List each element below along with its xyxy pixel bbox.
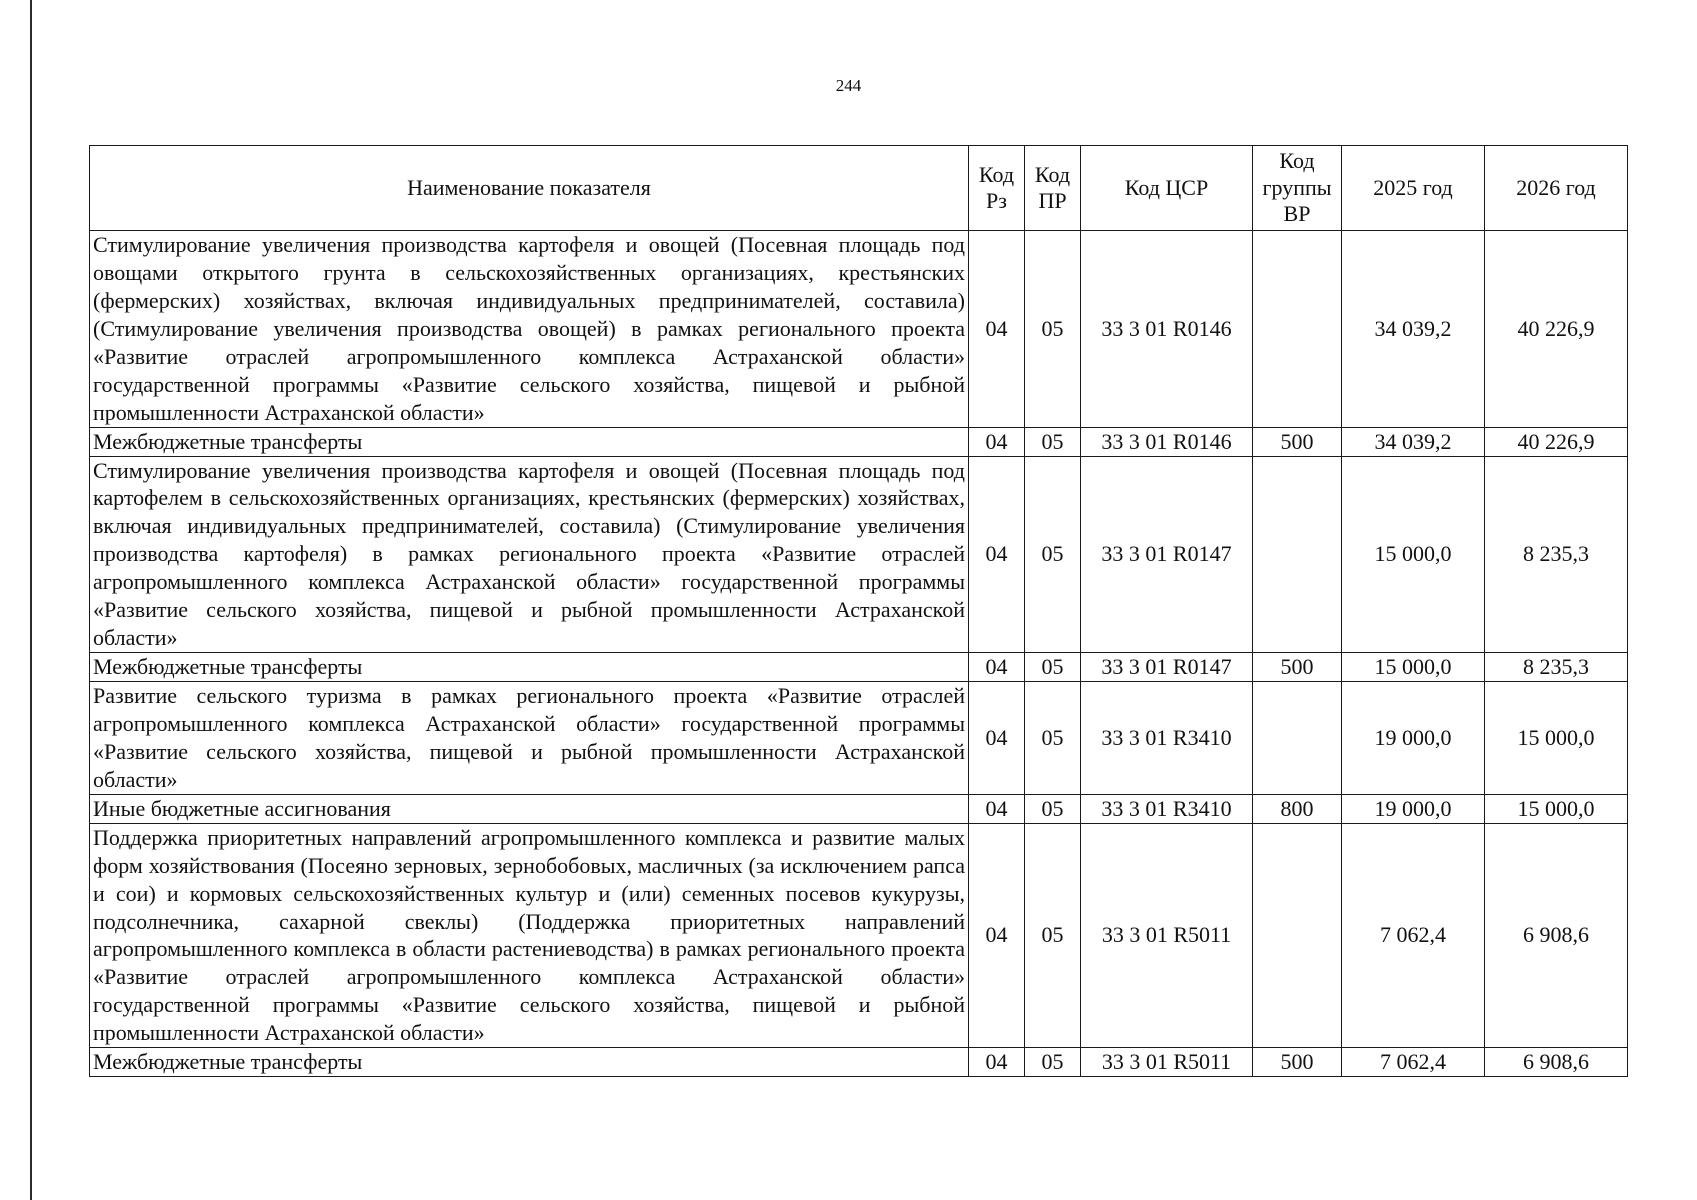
cell-rz: 04 bbox=[969, 1048, 1025, 1077]
cell-vr: 500 bbox=[1253, 653, 1342, 682]
cell-2026: 8 235,3 bbox=[1485, 653, 1628, 682]
cell-vr: 500 bbox=[1253, 1048, 1342, 1077]
cell-rz: 04 bbox=[969, 427, 1025, 456]
cell-name: Поддержка приоритетных направлений агропромышленного комплекса и развитие малых форм хозяйствования (Посеяно зерновых, зернобобовых, масличных (за исключением рапса и сои) и кормовых сельскохозяйственных культур и (или) семенных посевов кукурузы, подсолнечника, сахарной свеклы) (Поддержка приоритетных направлений агропромышленного комплекса в области растениеводства) в рамках регионального проекта «Развитие отраслей агропромышленного комплекса Астраханской области» государственной программы «Развитие сельского хозяйства, пищевой и рыбной промышленности Астраханской области» bbox=[90, 823, 969, 1048]
budget-table bbox=[89, 145, 1628, 1077]
page-number: 244 bbox=[835, 76, 862, 95]
cell-pr: 05 bbox=[1025, 427, 1081, 456]
header-rz: Код Рз bbox=[969, 146, 1025, 231]
header-pr: Код ПР bbox=[1025, 146, 1081, 231]
cell-vr: 500 bbox=[1253, 427, 1342, 456]
cell-rz: 04 bbox=[969, 653, 1025, 682]
table-row bbox=[90, 231, 1628, 428]
table-row bbox=[90, 427, 1628, 456]
table-row bbox=[90, 823, 1628, 1048]
cell-2026: 40 226,9 bbox=[1485, 427, 1628, 456]
cell-name: Стимулирование увеличения производства картофеля и овощей (Посевная площадь под картофелем в сельскохозяйственных организациях, крестьянских (фермерских) хозяйствах, включая индивидуальных предпринимателей, составила) (Стимулирование увеличения производства картофеля) в рамках регионального проекта «Развитие отраслей агропромышленного комплекса Астраханской области» государственной программы «Развитие сельского хозяйства, пищевой и рыбной промышленности Астраханской области» bbox=[90, 456, 969, 653]
cell-csr: 33 3 01 R0147 bbox=[1081, 653, 1253, 682]
cell-vr bbox=[1253, 456, 1342, 653]
cell-pr: 05 bbox=[1025, 231, 1081, 428]
header-row bbox=[90, 146, 1628, 231]
cell-pr: 05 bbox=[1025, 1048, 1081, 1077]
cell-csr: 33 3 01 R0146 bbox=[1081, 231, 1253, 428]
header-2026: 2026 год bbox=[1485, 146, 1628, 231]
cell-2025: 15 000,0 bbox=[1342, 653, 1485, 682]
cell-csr: 33 3 01 R5011 bbox=[1081, 823, 1253, 1048]
cell-name: Межбюджетные трансферты bbox=[90, 653, 969, 682]
cell-rz: 04 bbox=[969, 794, 1025, 823]
table-row bbox=[90, 653, 1628, 682]
cell-2025: 34 039,2 bbox=[1342, 231, 1485, 428]
header-2025: 2025 год bbox=[1342, 146, 1485, 231]
cell-2026: 6 908,6 bbox=[1485, 823, 1628, 1048]
table-row bbox=[90, 682, 1628, 795]
cell-2025: 15 000,0 bbox=[1342, 456, 1485, 653]
table-row bbox=[90, 1048, 1628, 1077]
table-row bbox=[90, 456, 1628, 653]
cell-2025: 7 062,4 bbox=[1342, 823, 1485, 1048]
cell-2026: 15 000,0 bbox=[1485, 682, 1628, 795]
cell-rz: 04 bbox=[969, 823, 1025, 1048]
cell-rz: 04 bbox=[969, 231, 1025, 428]
cell-pr: 05 bbox=[1025, 456, 1081, 653]
cell-csr: 33 3 01 R0147 bbox=[1081, 456, 1253, 653]
cell-pr: 05 bbox=[1025, 653, 1081, 682]
cell-vr bbox=[1253, 231, 1342, 428]
cell-2026: 6 908,6 bbox=[1485, 1048, 1628, 1077]
cell-vr bbox=[1253, 682, 1342, 795]
cell-name: Межбюджетные трансферты bbox=[90, 427, 969, 456]
cell-2025: 19 000,0 bbox=[1342, 682, 1485, 795]
binding-edge-line bbox=[30, 0, 32, 1200]
cell-rz: 04 bbox=[969, 456, 1025, 653]
cell-name: Стимулирование увеличения производства картофеля и овощей (Посевная площадь под овощами открытого грунта в сельскохозяйственных организациях, крестьянских (фермерских) хозяйствах, включая индивидуальных предпринимателей, составила) (Стимулирование увеличения производства овощей) в рамках регионального проекта «Развитие отраслей агропромышленного комплекса Астраханской области» государственной программы «Развитие сельского хозяйства, пищевой и рыбной промышленности Астраханской области» bbox=[90, 231, 969, 428]
cell-2025: 19 000,0 bbox=[1342, 794, 1485, 823]
cell-2026: 40 226,9 bbox=[1485, 231, 1628, 428]
cell-vr: 800 bbox=[1253, 794, 1342, 823]
header-vr: Код группы ВР bbox=[1253, 146, 1342, 231]
header-csr: Код ЦСР bbox=[1081, 146, 1253, 231]
cell-pr: 05 bbox=[1025, 682, 1081, 795]
cell-pr: 05 bbox=[1025, 823, 1081, 1048]
cell-csr: 33 3 01 R3410 bbox=[1081, 682, 1253, 795]
cell-vr bbox=[1253, 823, 1342, 1048]
table-row bbox=[90, 794, 1628, 823]
cell-csr: 33 3 01 R5011 bbox=[1081, 1048, 1253, 1077]
cell-csr: 33 3 01 R3410 bbox=[1081, 794, 1253, 823]
cell-name: Иные бюджетные ассигнования bbox=[90, 794, 969, 823]
cell-rz: 04 bbox=[969, 682, 1025, 795]
cell-2025: 7 062,4 bbox=[1342, 1048, 1485, 1077]
cell-2026: 8 235,3 bbox=[1485, 456, 1628, 653]
cell-2025: 34 039,2 bbox=[1342, 427, 1485, 456]
cell-csr: 33 3 01 R0146 bbox=[1081, 427, 1253, 456]
cell-name: Развитие сельского туризма в рамках регионального проекта «Развитие отраслей агропромышленного комплекса Астраханской области» государственной программы «Развитие сельского хозяйства, пищевой и рыбной промышленности Астраханской области» bbox=[90, 682, 969, 795]
header-name: Наименование показателя bbox=[90, 146, 969, 231]
cell-2026: 15 000,0 bbox=[1485, 794, 1628, 823]
cell-pr: 05 bbox=[1025, 794, 1081, 823]
cell-name: Межбюджетные трансферты bbox=[90, 1048, 969, 1077]
